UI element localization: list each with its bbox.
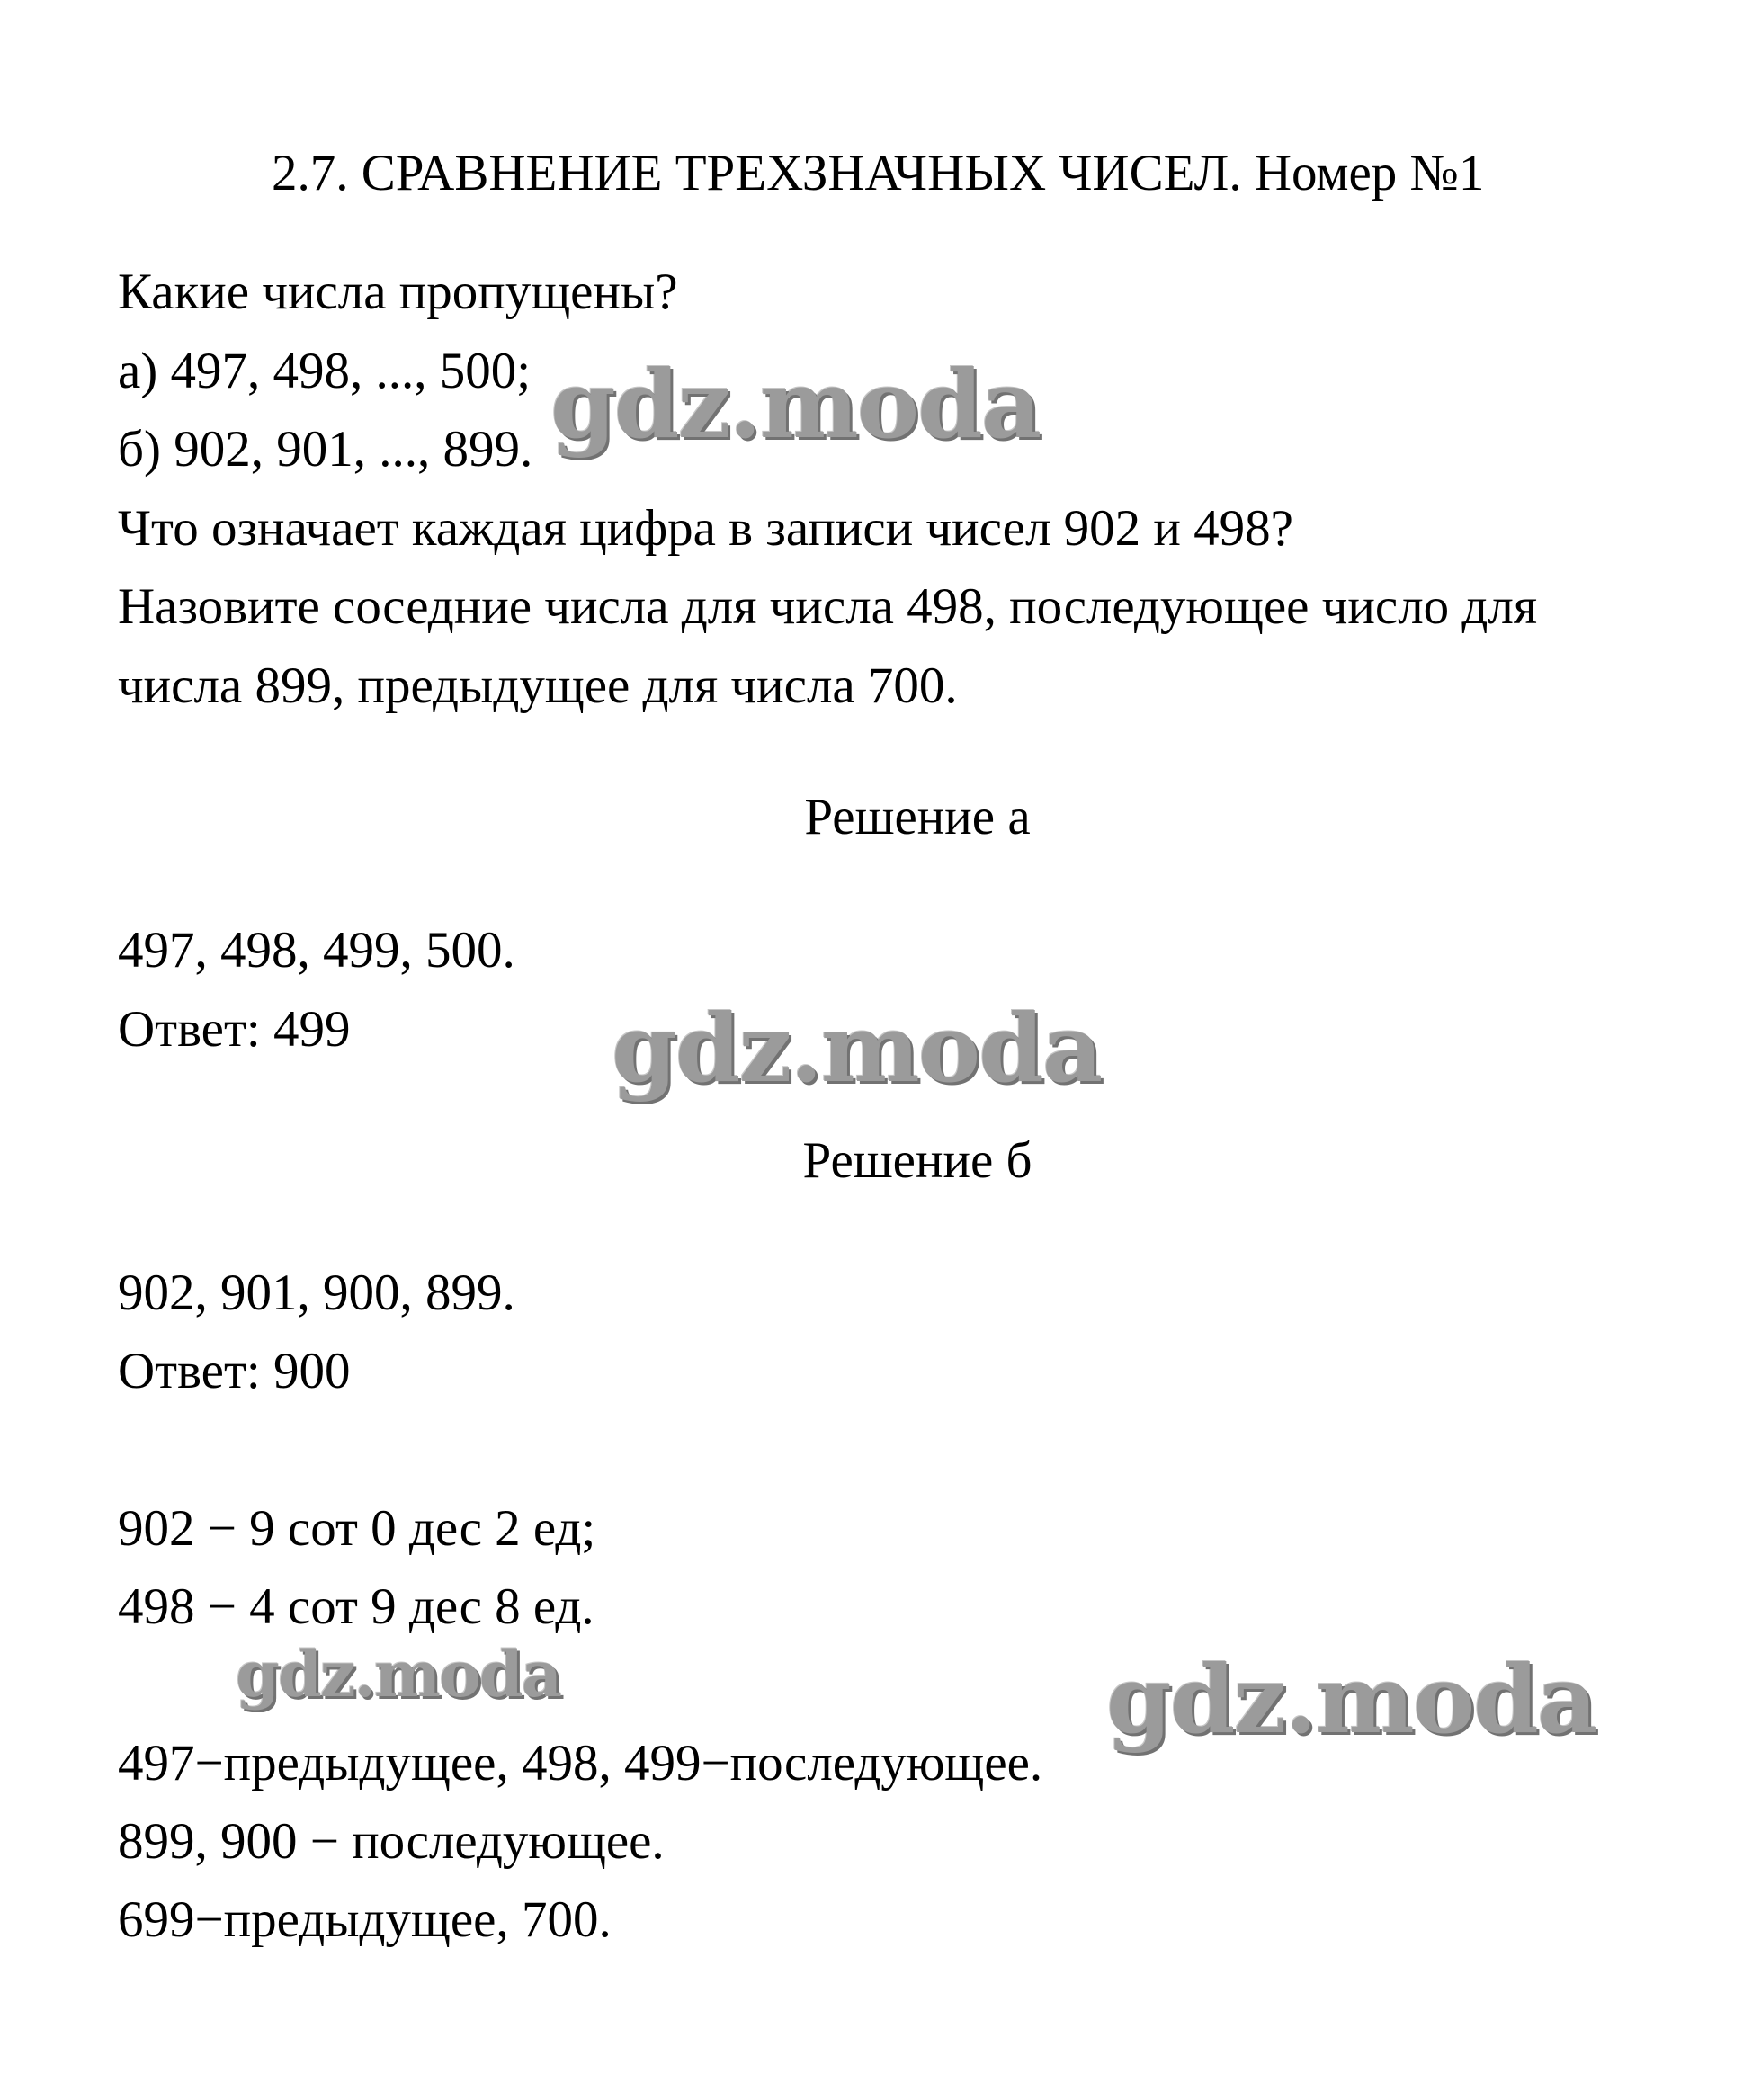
task-digits-question: Что означает каждая цифра в записи чисел 902 и 498?: [118, 500, 1293, 557]
watermark-logo: gdz.moda: [1106, 1644, 1596, 1755]
task-item-b: б) 902, 901, ..., 899.: [118, 421, 533, 478]
digits-line-2: 498 − 4 сот 9 дес 8 ед.: [118, 1578, 594, 1635]
watermark-logo: gdz.moda: [612, 993, 1102, 1104]
digits-line-1: 902 − 9 сот 0 дес 2 ед;: [118, 1500, 596, 1557]
solution-b-sequence: 902, 901, 900, 899.: [118, 1264, 515, 1321]
solution-b-heading: Решение б: [802, 1132, 1032, 1189]
task-item-a: а) 497, 498, ..., 500;: [118, 343, 532, 399]
solution-a-sequence: 497, 498, 499, 500.: [118, 922, 515, 979]
neighbors-line-3: 699−предыдущее, 700.: [118, 1891, 612, 1948]
solution-a-answer: Ответ: 499: [118, 1001, 351, 1058]
neighbors-line-2: 899, 900 − последующее.: [118, 1813, 665, 1870]
watermark-logo: gdz.moda: [550, 349, 1041, 460]
neighbors-line-1: 497−предыдущее, 498, 499−последующее.: [118, 1735, 1043, 1792]
task-question: Какие числа пропущены?: [118, 264, 678, 320]
page-title: 2.7. СРАВНЕНИЕ ТРЕХЗНАЧНЫХ ЧИСЕЛ. Номер №1: [272, 145, 1485, 201]
solution-b-answer: Ответ: 900: [118, 1343, 351, 1399]
solution-a-heading: Решение а: [804, 789, 1031, 845]
watermark-logo: gdz.moda: [236, 1637, 561, 1711]
task-neighbors-question-line1: Назовите соседние числа для числа 498, последующее число для: [118, 578, 1538, 635]
task-neighbors-question-line2: числа 899, предыдущее для числа 700.: [118, 657, 958, 714]
